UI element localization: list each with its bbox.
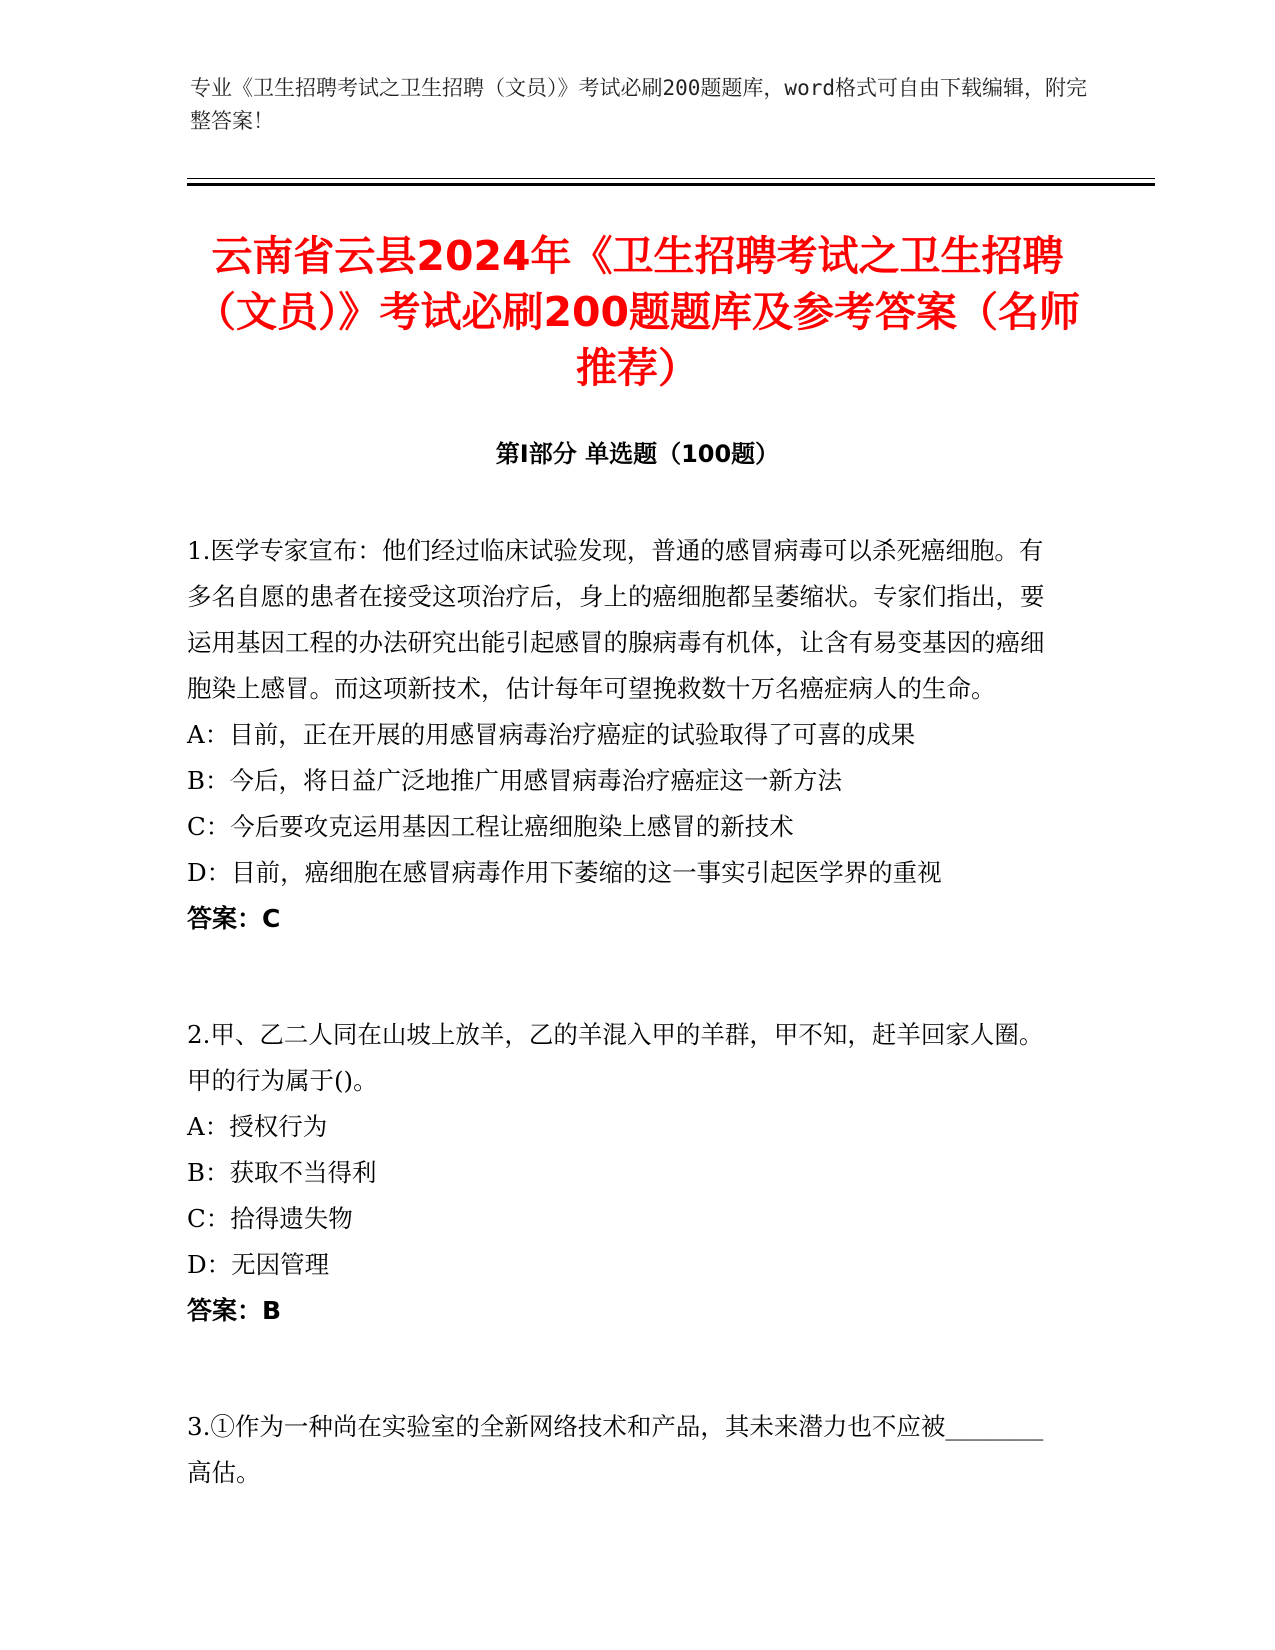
option-d: D：无因管理	[187, 1250, 330, 1279]
answer-label: 答案：B	[187, 1296, 282, 1325]
question-2	[187, 1012, 1067, 1334]
option-b: B：今后，将日益广泛地推广用感冒病毒治疗癌症这一新方法	[187, 766, 843, 795]
option-a: A：目前，正在开展的用感冒病毒治疗癌症的试验取得了可喜的成果	[187, 720, 916, 749]
header-divider-thin	[187, 178, 1155, 179]
section-title: 第Ⅰ部分 单选题（100题）	[495, 440, 780, 468]
option-a: A：授权行为	[187, 1112, 328, 1141]
question-1	[187, 528, 1067, 942]
question-3	[187, 1404, 1067, 1496]
option-c: C：拾得遗失物	[187, 1204, 353, 1233]
header-divider-thick	[187, 183, 1155, 186]
document-title: 云南省云县2024年《卫生招聘考试之卫生招聘（文员）》考试必刷200题题库及参考答案（名师推荐）	[194, 232, 1081, 392]
question-stem: 1.医学专家宣布：他们经过临床试验发现，普通的感冒病毒可以杀死癌细胞。有多名自愿的患者在接受这项治疗后，身上的癌细胞都呈萎缩状。专家们指出，要运用基因工程的办法研究出能引起感冒的腺病毒有机体，让含有易变基因的癌细胞染上感冒。而这项新技术，估计每年可望挽救数十万名癌症病人的生命。	[187, 536, 1045, 703]
answer-label: 答案：C	[187, 904, 281, 933]
question-stem: 3.①作为一种尚在实验室的全新网络技术和产品，其未来潜力也不应被________高估。	[187, 1412, 1044, 1487]
question-spacer	[187, 942, 1067, 1012]
option-d: D：目前，癌细胞在感冒病毒作用下萎缩的这一事实引起医学界的重视	[187, 858, 942, 887]
option-b: B：获取不当得利	[187, 1158, 377, 1187]
question-list	[187, 528, 1067, 1496]
header-note: 专业《卫生招聘考试之卫生招聘（文员）》考试必刷200题题库，word格式可自由下载编辑，附完整答案！	[190, 76, 1087, 133]
option-c: C：今后要攻克运用基因工程让癌细胞染上感冒的新技术	[187, 812, 794, 841]
question-spacer	[187, 1334, 1067, 1404]
question-stem: 2.甲、乙二人同在山坡上放羊，乙的羊混入甲的羊群，甲不知，赶羊回家人圈。甲的行为属于()。	[187, 1020, 1044, 1095]
